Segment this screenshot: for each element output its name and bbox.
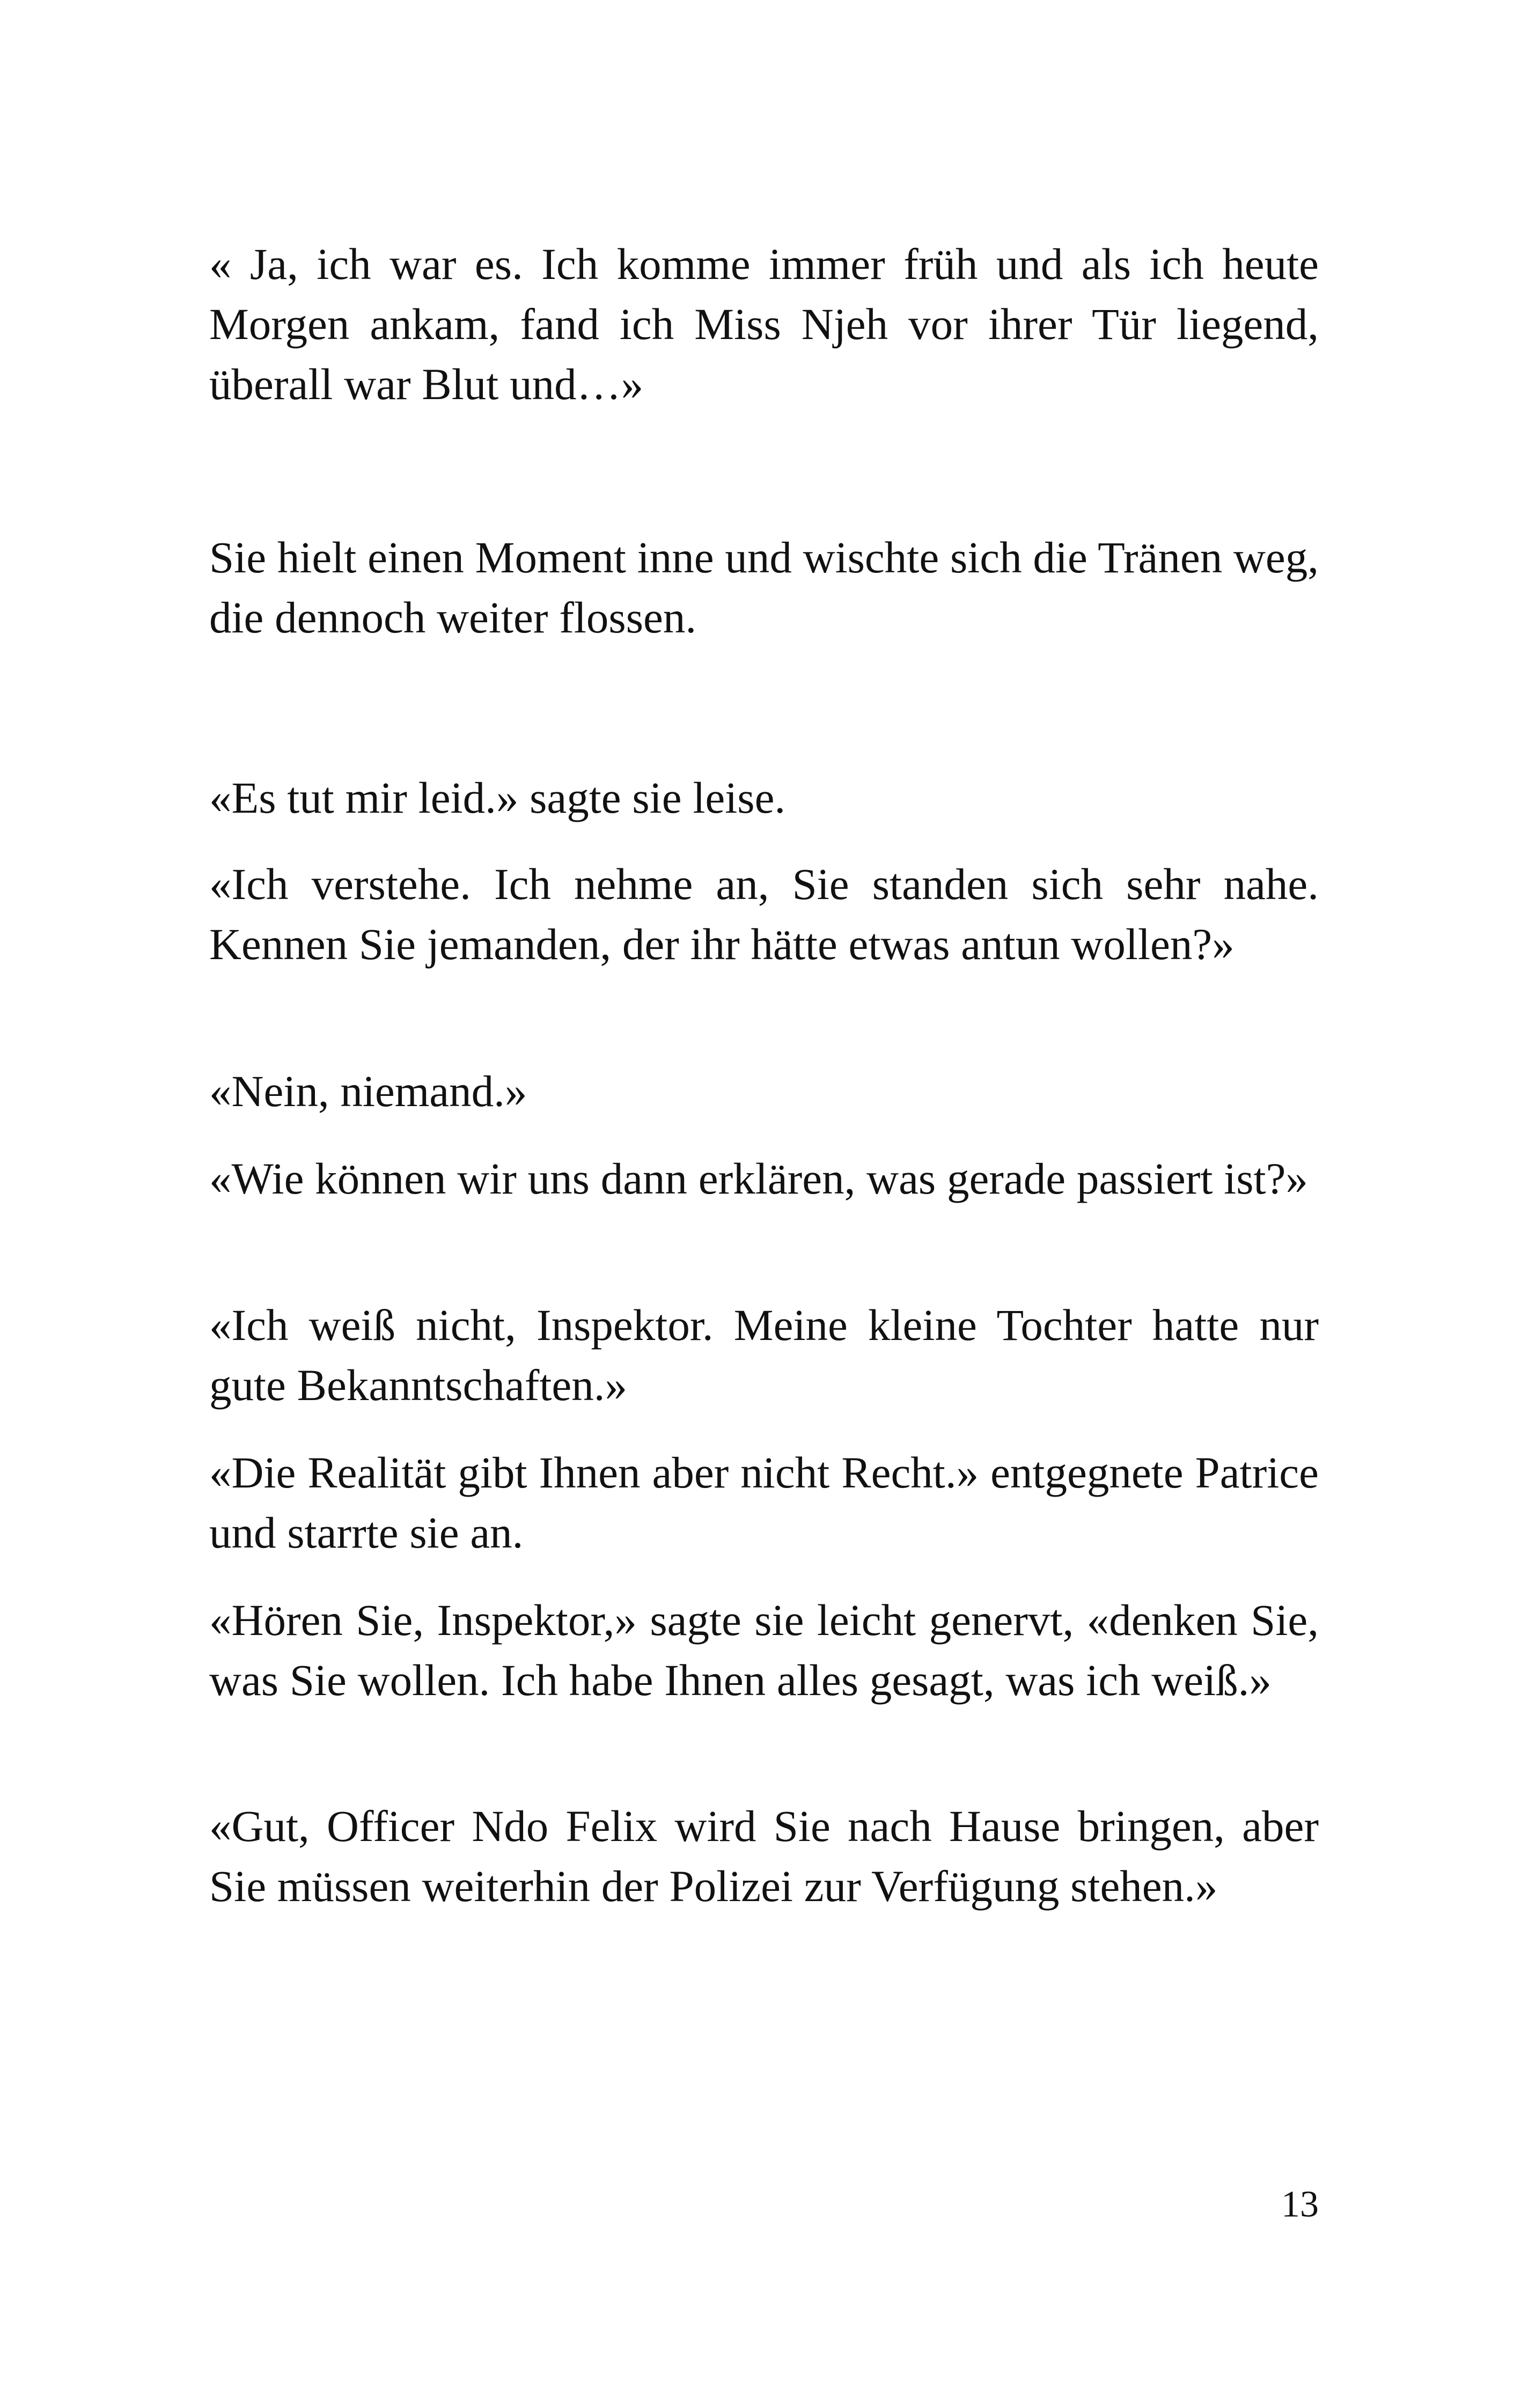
- paragraph-2: Sie hielt einen Moment inne und wischte sich die Tränen weg, die dennoch weiter flossen.: [209, 533, 1319, 642]
- paragraph-10: «Gut, Officer Ndo Felix wird Sie nach Hause bringen, aber Sie müssen weiterhin der Polizei zur Verfügung stehen.»: [209, 1801, 1319, 1911]
- page-number: 13: [1281, 2184, 1319, 2225]
- paragraph-7: «Ich weiß nicht, Inspektor. Meine kleine Tochter hatte nur gute Bekanntschaften.»: [209, 1300, 1319, 1410]
- paragraph-5: «Nein, niemand.»: [209, 1066, 527, 1116]
- paragraph-8: «Die Realität gibt Ihnen aber nicht Recht.» entgegnete Patrice und starrte sie an.: [209, 1448, 1319, 1557]
- paragraph-6: «Wie können wir uns dann erklären, was gerade passiert ist?»: [209, 1154, 1308, 1203]
- paragraph-1: « Ja, ich war es. Ich komme immer früh und als ich heute Morgen ankam, fand ich Miss Njeh vor ihrer Tür liegend, überall war Blut und…»: [209, 239, 1319, 409]
- paragraph-4: «Ich verstehe. Ich nehme an, Sie standen sich sehr nahe. Kennen Sie jemanden, der ihr hätte etwas antun wollen?»: [209, 859, 1319, 969]
- paragraph-9: «Hören Sie, Inspektor,» sagte sie leicht genervt, «denken Sie, was Sie wollen. Ich habe Ihnen alles gesagt, was ich weiß.»: [209, 1595, 1319, 1705]
- paragraph-3: «Es tut mir leid.» sagte sie leise.: [209, 773, 786, 822]
